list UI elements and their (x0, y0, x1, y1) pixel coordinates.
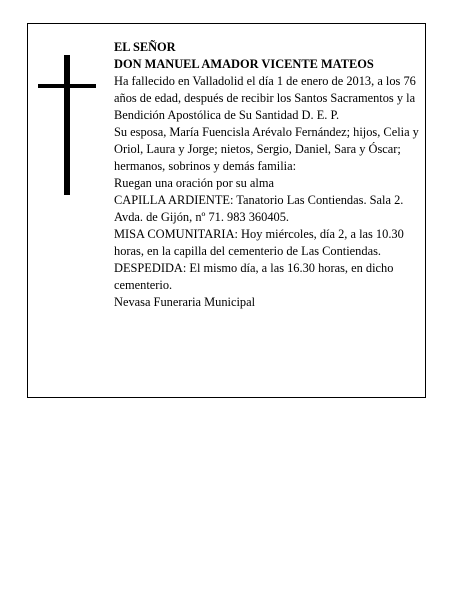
farewell-info: DESPEDIDA: El mismo día, a las 16.30 horas, en dicho cementerio. (114, 261, 394, 292)
deceased-name: DON MANUEL AMADOR VICENTE MATEOS (114, 57, 374, 71)
death-announcement: Ha fallecido en Valladolid el día 1 de enero de 2013, a los 76 años de edad, después de recibir los Santos Sacramentos y la Bendición Apostólica de Su Santidad D. E. P. (114, 74, 416, 122)
heading-title: EL SEÑOR (114, 40, 176, 54)
prayer-request: Ruegan una oración por su alma (114, 176, 274, 190)
obituary-text (114, 39, 422, 311)
chapel-info: CAPILLA ARDIENTE: Tanatorio Las Contiendas. Sala 2. Avda. de Gijón, nº 71. 983 360405. (114, 193, 404, 224)
cross-horizontal-bar (38, 84, 96, 88)
cross-icon (38, 55, 96, 195)
mass-info: MISA COMUNITARIA: Hoy miércoles, día 2, a las 10.30 horas, en la capilla del cementerio de Las Contiendas. (114, 227, 404, 258)
obituary-notice (27, 23, 426, 398)
funeral-home: Nevasa Funeraria Municipal (114, 295, 256, 309)
family-list: Su esposa, María Fuencisla Arévalo Fernández; hijos, Celia y Oriol, Laura y Jorge; nietos, Sergio, Daniel, Sara y Óscar; hermanos, sobrinos y demás familia: (114, 125, 419, 173)
cross-vertical-bar (64, 55, 70, 195)
